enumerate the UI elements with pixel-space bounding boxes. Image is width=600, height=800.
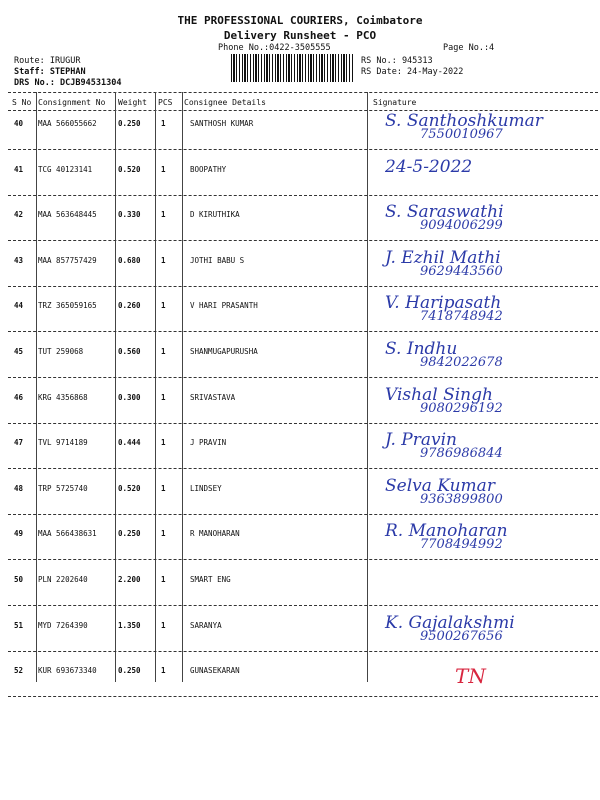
row-weight: 0.520 <box>118 164 141 174</box>
row-consignment-number: PLN 2202640 <box>38 575 88 584</box>
row-signature: J. Pravin <box>385 430 457 451</box>
row-pieces: 1 <box>161 301 166 311</box>
row-consignee-name: BOOPATHY <box>190 164 227 174</box>
row-signature-phone: 9094006299 <box>420 218 503 234</box>
col-pcs: PCS <box>158 98 173 107</box>
row-pieces: 1 <box>161 392 166 402</box>
header-top-rule <box>8 92 598 93</box>
row-pieces: 1 <box>161 210 166 220</box>
row-signature: K. Gajalakshmi <box>385 612 515 633</box>
row-separator <box>8 696 598 697</box>
drs-number: DRS No.: DCJB94531304 <box>14 78 122 88</box>
row-consignment-number: TRZ 365059165 <box>38 301 97 311</box>
row-pieces: 1 <box>161 666 166 676</box>
row-signature-phone: 9363899800 <box>420 491 503 507</box>
col-signature: Signature <box>373 98 417 107</box>
row-separator <box>8 423 598 424</box>
row-separator <box>8 331 598 332</box>
row-serial-number: 41 <box>14 164 24 174</box>
row-consignee-name: SRIVASTAVA <box>190 392 236 402</box>
row-weight: 0.300 <box>118 392 141 402</box>
row-pieces: 1 <box>161 483 166 493</box>
row-consignee-name: GUNASEKARAN <box>190 666 240 676</box>
row-serial-number: 48 <box>14 483 24 493</box>
row-weight: 1.350 <box>118 620 141 630</box>
rs-number: RS No.: 945313 <box>361 56 433 66</box>
column-divider <box>182 92 183 682</box>
row-signature: TN <box>455 664 486 689</box>
row-signature-phone: 7708494992 <box>420 537 503 553</box>
row-weight: 0.444 <box>118 438 141 448</box>
row-consignment-number: KRG 4356868 <box>38 392 88 402</box>
row-consignment-number: MAA 857757429 <box>38 255 97 265</box>
row-consignee-name: R MANOHARAN <box>190 529 240 539</box>
col-consignment: Consignment No <box>38 98 106 107</box>
row-pieces: 1 <box>161 119 166 128</box>
column-divider <box>36 92 37 682</box>
row-serial-number: 46 <box>14 392 24 402</box>
col-sno: S No <box>12 98 32 107</box>
column-divider <box>367 92 368 682</box>
row-separator <box>8 240 598 241</box>
row-signature: S. Saraswathi <box>385 202 504 223</box>
row-serial-number: 51 <box>14 620 24 630</box>
route: Route: IRUGUR <box>14 56 81 66</box>
row-signature-phone: 9786986844 <box>420 446 503 462</box>
row-pieces: 1 <box>161 347 166 356</box>
row-signature-phone: 7550010967 <box>420 127 503 142</box>
row-pieces: 1 <box>161 255 166 265</box>
rs-date: RS Date: 24-May-2022 <box>361 67 464 77</box>
row-signature-phone: 7418748942 <box>420 309 503 325</box>
column-divider <box>115 92 116 682</box>
row-signature-phone: 9629443560 <box>420 263 503 279</box>
row-weight: 0.680 <box>118 255 141 265</box>
row-separator <box>8 195 598 196</box>
row-consignee-name: LINDSEY <box>190 483 222 493</box>
row-consignee-name: D KIRUTHIKA <box>190 210 240 220</box>
row-serial-number: 44 <box>14 301 24 311</box>
column-divider <box>155 92 156 682</box>
row-consignee-name: J PRAVIN <box>190 438 227 448</box>
row-separator <box>8 377 598 378</box>
row-consignment-number: KUR 693673340 <box>38 666 97 676</box>
row-serial-number: 43 <box>14 255 24 265</box>
row-serial-number: 42 <box>14 210 24 220</box>
row-consignee-name: SMART ENG <box>190 575 231 584</box>
row-signature: 24-5-2022 <box>385 156 473 177</box>
row-signature: J. Ezhil Mathi <box>385 247 501 268</box>
stamp-text-bottom: COIMBATORE <box>542 613 582 619</box>
row-serial-number: 49 <box>14 529 24 539</box>
row-consignee-name: V HARI PRASANTH <box>190 301 258 311</box>
row-consignment-number: TUT 259068 <box>38 347 84 356</box>
company-title: THE PROFESSIONAL COURIERS, Coimbatore <box>177 14 423 27</box>
row-weight: 0.250 <box>118 119 141 128</box>
row-signature-phone: 9842022678 <box>420 355 503 370</box>
row-separator <box>8 468 598 469</box>
row-consignment-number: TCG 40123141 <box>38 164 93 174</box>
row-signature: R. Manoharan <box>385 521 508 542</box>
row-pieces: 1 <box>161 529 166 539</box>
row-consignment-number: MAA 566055662 <box>38 119 97 128</box>
row-signature: Selva Kumar <box>385 475 495 496</box>
row-signature: S. Santhoshkumar <box>385 111 543 131</box>
row-pieces: 1 <box>161 164 166 174</box>
row-weight: 0.330 <box>118 210 141 220</box>
row-signature: V. Haripasath <box>385 293 502 314</box>
row-signature: Vishal Singh <box>385 384 493 405</box>
barcode <box>231 54 353 82</box>
row-signature: S. Indhu <box>385 339 458 359</box>
row-consignee-name: SANTHOSH KUMAR <box>190 119 254 128</box>
row-serial-number: 52 <box>14 666 24 676</box>
row-separator <box>8 605 598 606</box>
row-signature-phone: 9500267656 <box>420 628 503 644</box>
row-consignment-number: MYD 7264390 <box>38 620 88 630</box>
stamp-text-top: SMART ENGINEERING <box>528 544 590 577</box>
phone-number: Phone No.:0422-3505555 <box>218 43 331 53</box>
row-weight: 0.250 <box>118 529 141 539</box>
row-consignment-number: MAA 566438631 <box>38 529 97 539</box>
row-consignee-name: JOTHI BABU S <box>190 255 245 265</box>
document-title: Delivery Runsheet - PCO <box>223 29 377 42</box>
row-consignment-number: MAA 563648445 <box>38 210 97 220</box>
row-consignment-number: TVL 9714189 <box>38 438 88 448</box>
row-weight: 0.560 <box>118 347 141 356</box>
page-number: Page No.:4 <box>443 43 495 53</box>
row-pieces: 1 <box>161 620 166 630</box>
row-consignee-name: SARANYA <box>190 620 222 630</box>
row-separator <box>8 559 598 560</box>
row-serial-number: 40 <box>14 119 24 128</box>
row-serial-number: 50 <box>14 575 24 584</box>
row-serial-number: 45 <box>14 347 24 356</box>
row-pieces: 1 <box>161 575 166 584</box>
staff: Staff: STEPHAN <box>14 67 86 77</box>
col-consignee: Consignee Details <box>184 98 266 107</box>
row-consignee-name: SHANMUGAPURUSHA <box>190 347 258 356</box>
row-weight: 0.260 <box>118 301 141 311</box>
row-separator <box>8 514 598 515</box>
row-separator <box>8 651 598 652</box>
row-separator <box>8 286 598 287</box>
row-weight: 2.200 <box>118 575 141 584</box>
row-signature-phone: 9080296192 <box>420 400 503 416</box>
col-weight: Weight <box>118 98 147 107</box>
row-weight: 0.250 <box>118 666 141 676</box>
row-separator <box>8 149 598 150</box>
row-consignment-number: TRP 5725740 <box>38 483 88 493</box>
row-serial-number: 47 <box>14 438 24 448</box>
row-pieces: 1 <box>161 438 166 448</box>
row-weight: 0.520 <box>118 483 141 493</box>
